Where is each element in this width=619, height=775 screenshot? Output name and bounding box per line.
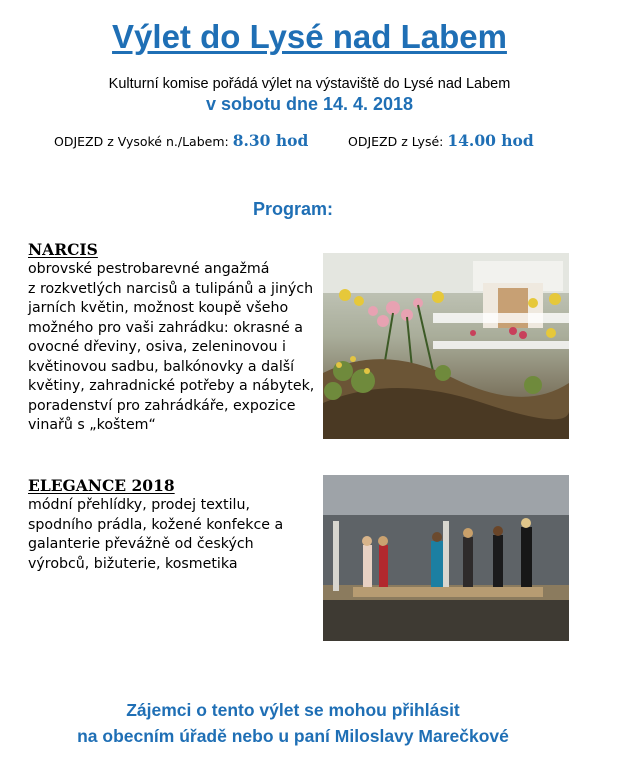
fashion-show-photo [323,475,569,641]
text-line: možného pro vaši zahrádku: okrasné a [28,319,303,336]
text-line: galanterie převážně od českých [28,536,254,552]
text-line: módní přehlídky, prodej textilu, [28,497,250,513]
departure-label: ODJEZD z Vysoké n./Labem: [54,134,229,149]
section-heading: NARCIS [28,240,98,259]
text-line: obrovské pestrobarevné angažmá [28,261,270,277]
program-heading: Program: [252,199,333,219]
section-elegance [28,476,318,574]
section-heading: ELEGANCE 2018 [28,476,175,495]
page-title: Výlet do Lysé nad Labem [112,18,507,55]
text-line: poradenství pro zahrádkáře, expozice [28,397,296,414]
departure-time: 8.30 hod [232,131,309,150]
trip-date: v sobotu dne 14. 4. 2018 [205,94,414,114]
text-line: jarních květin, možnost koupě všeho [28,300,289,316]
text-line: výrobců, bižuterie, kosmetika [28,555,238,572]
flower-exhibition-photo [323,253,569,439]
text-line: ovocné dřeviny, osiva, zeleninovou i [28,339,286,355]
departure-time: 14.00 hod [447,131,534,150]
footer-line: na obecním úřadě nebo u paní Miloslavy Marečkové [77,726,509,746]
departure-label: ODJEZD z Lysé: [348,134,444,149]
departure-lyse [348,131,534,150]
departure-vysoke [54,131,308,150]
footer-note [0,697,586,749]
footer-line: Zájemci o tento výlet se mohou přihlásit [126,700,460,720]
section-description [28,496,318,574]
text-line: spodního prádla, kožené konfekce a [28,516,284,533]
text-line: květiny, zahradnické potřeby a nábytek, [28,378,315,394]
text-line: květinovou sadbu, balkónovky a další [28,358,295,375]
subtitle: Kulturní komise pořádá výlet na výstaviště do Lysé nad Labem [108,76,511,92]
text-line: vinařů s „koštem“ [28,417,156,433]
section-narcis [28,240,318,436]
text-line: z rozkvetlých narcisů a tulipánů a jiných [28,280,314,297]
section-description [28,260,318,436]
